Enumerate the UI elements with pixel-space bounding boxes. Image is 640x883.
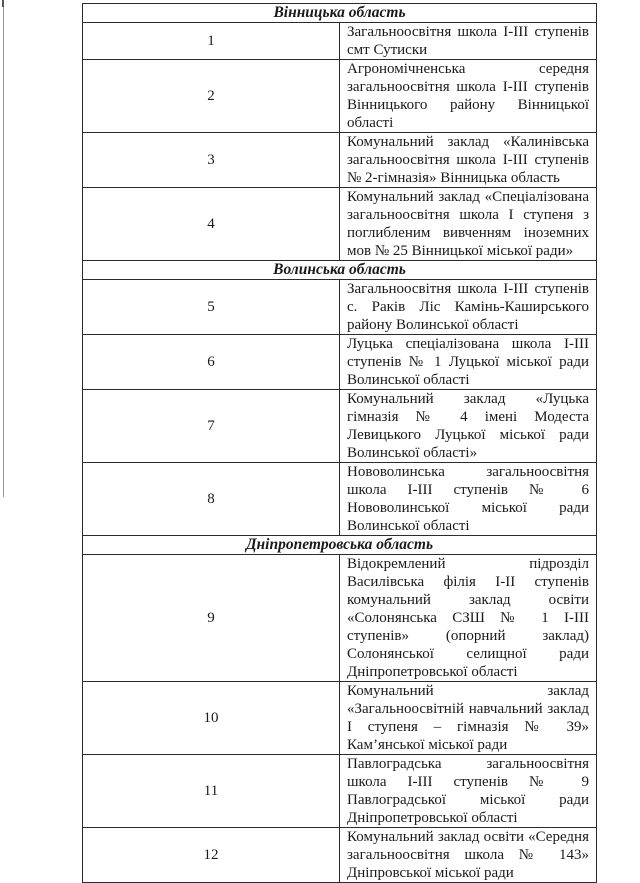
row-number-cell: 11 (83, 755, 340, 828)
table-row (83, 133, 597, 188)
row-number-cell: 9 (83, 555, 340, 682)
row-number-cell: 3 (83, 133, 340, 188)
page-edge-mark (2, 0, 4, 7)
table-row (83, 280, 597, 335)
row-number-cell: 12 (83, 828, 340, 883)
school-name-cell: Комунальний заклад «Калинівська загальноосвітня школа I-III ступенів № 2-гімназія» Вінницька область (340, 133, 597, 188)
table-row (83, 390, 597, 463)
table-row (83, 23, 597, 60)
school-name-cell: Комунальний заклад «Загальноосвітній навчальний заклад I ступеня – гімназія № 39» Кам’янської міської ради (340, 682, 597, 755)
school-name-cell: Павлоградська загальноосвітня школа I-III ступенів № 9 Павлоградської міської ради Дніпропетровської області (340, 755, 597, 828)
table-row (83, 463, 597, 536)
region-header-cell: Волинська область (83, 261, 597, 280)
row-number-cell: 7 (83, 390, 340, 463)
table-row (83, 60, 597, 133)
school-name-cell: Комунальний заклад «Спеціалізована загальноосвітня школа I ступеня з поглибленим вивченням іноземних мов № 25 Вінницької міської ради» (340, 188, 597, 261)
region-header-cell: Вінницька область (83, 4, 597, 23)
school-name-cell: Комунальний заклад «Луцька гімназія № 4 імені Модеста Левицького Луцької міської ради Волинської області» (340, 390, 597, 463)
row-number-cell: 10 (83, 682, 340, 755)
table-row (83, 555, 597, 682)
school-name-cell: Нововолинська загальноосвітня школа I-III ступенів № 6 Нововолинської міської ради Волинської області (340, 463, 597, 536)
region-header-row (83, 4, 597, 23)
row-number-cell: 8 (83, 463, 340, 536)
table-row (83, 755, 597, 828)
row-number-cell: 4 (83, 188, 340, 261)
schools-table (82, 3, 597, 883)
school-name-cell: Загальноосвітня школа I-III ступенів с. Раків Ліс Камінь-Каширського району Волинської області (340, 280, 597, 335)
region-header-row (83, 536, 597, 555)
row-number-cell: 1 (83, 23, 340, 60)
table-row (83, 188, 597, 261)
region-header-row (83, 261, 597, 280)
region-header-cell: Дніпропетровська область (83, 536, 597, 555)
school-name-cell: Агрономічненська середня загальноосвітня школа I-III ступенів Вінницького району Вінницької області (340, 60, 597, 133)
school-name-cell: Відокремлений підрозділ Василівська філія I-II ступенів комунальний заклад освіти «Солонянська СЗШ № 1 I-III ступенів» (опорний заклад) Солонянської селищної ради Дніпропетровської області (340, 555, 597, 682)
table-row (83, 828, 597, 883)
row-number-cell: 6 (83, 335, 340, 390)
page-edge-line (3, 0, 4, 497)
row-number-cell: 2 (83, 60, 340, 133)
school-name-cell: Комунальний заклад освіти «Середня загальноосвітня школа № 143» Дніпровської міської ради (340, 828, 597, 883)
school-name-cell: Луцька спеціалізована школа I-III ступенів № 1 Луцької міської ради Волинської області (340, 335, 597, 390)
school-name-cell: Загальноосвітня школа I-III ступенів смт Сутиски (340, 23, 597, 60)
row-number-cell: 5 (83, 280, 340, 335)
table-row (83, 335, 597, 390)
table-row (83, 682, 597, 755)
